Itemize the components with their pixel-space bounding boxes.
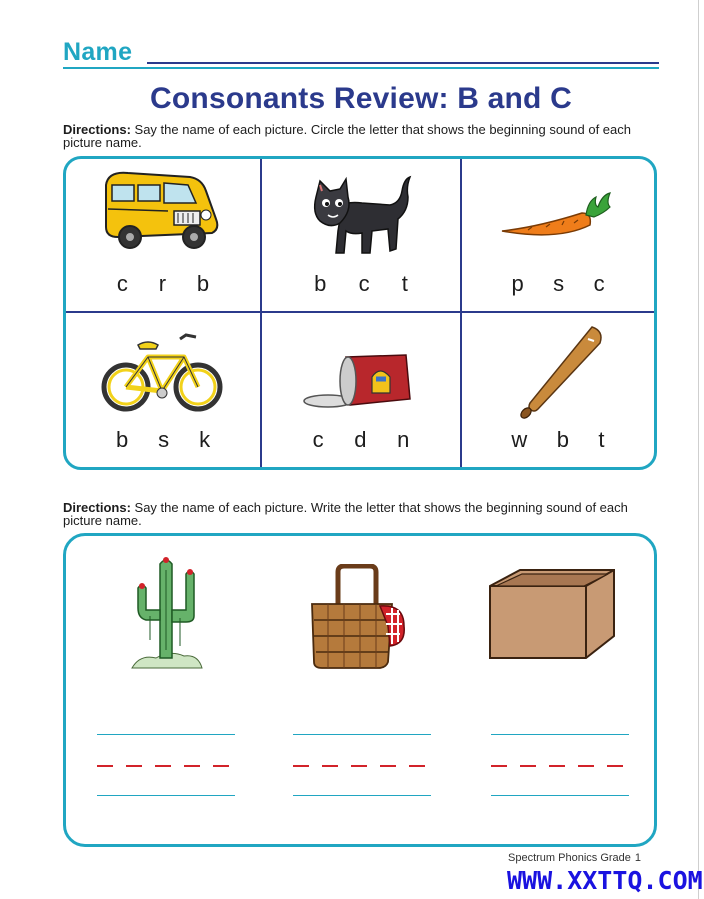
name-label: Name <box>63 38 133 66</box>
box-icon <box>486 566 618 666</box>
letter-option[interactable]: b <box>196 271 210 296</box>
letter-choices <box>262 427 460 453</box>
directions-2-text: Say the name of each picture. Write the letter that shows the beginning sound of each picture name. <box>63 500 628 528</box>
letter-option[interactable]: r <box>158 271 167 296</box>
letter-option[interactable]: n <box>397 427 410 452</box>
basket-icon <box>308 564 408 674</box>
directions-1-label: Directions: <box>63 122 131 137</box>
letter-option[interactable]: b <box>556 427 569 452</box>
letter-option[interactable]: s <box>158 427 170 452</box>
letter-option[interactable]: t <box>598 427 605 452</box>
letter-choices <box>66 427 260 453</box>
footer <box>508 852 641 864</box>
letter-option[interactable]: t <box>401 271 408 296</box>
directions-2 <box>63 501 663 527</box>
directions-1-text: Say the name of each picture. Circle the letter that shows the beginning sound of each picture name. <box>63 122 632 150</box>
baseball-bat-icon <box>508 321 608 425</box>
letter-option[interactable]: p <box>511 271 524 296</box>
letter-option[interactable]: k <box>199 427 211 452</box>
circle-letter-panel <box>63 156 657 470</box>
letter-option[interactable]: d <box>354 427 367 452</box>
letter-choices <box>262 271 460 297</box>
name-row <box>63 38 659 68</box>
picture-cell-carrot <box>462 159 654 313</box>
write-letter-panel <box>63 533 657 847</box>
letter-option[interactable]: s <box>553 271 565 296</box>
letter-option[interactable]: c <box>593 271 605 296</box>
letter-option[interactable]: c <box>358 271 370 296</box>
can-icon <box>302 341 420 421</box>
directions-1 <box>63 123 663 149</box>
letter-option[interactable]: c <box>312 427 324 452</box>
picture-cell-cat <box>262 159 462 313</box>
letter-choices <box>66 271 260 297</box>
letter-option[interactable]: b <box>115 427 129 452</box>
footer-text: Spectrum Phonics Grade <box>508 852 631 864</box>
carrot-icon <box>498 183 618 263</box>
page-title: Consonants Review: B and C <box>150 82 572 115</box>
footer-page: 1 <box>634 852 642 864</box>
letter-option[interactable]: w <box>511 427 528 452</box>
letter-option[interactable]: b <box>314 271 327 296</box>
picture-cell-bat <box>462 313 654 467</box>
picture-cell-bus <box>66 159 262 313</box>
school-bus-icon <box>98 167 228 253</box>
page-edge <box>698 0 699 899</box>
directions-2-label: Directions: <box>63 500 131 515</box>
letter-choices <box>462 271 654 297</box>
picture-cell-can <box>262 313 462 467</box>
picture-cell-bicycle <box>66 313 262 467</box>
watermark-text: WWW.XXTTQ.COM <box>507 866 703 895</box>
letter-choices <box>462 427 654 453</box>
name-write-line[interactable] <box>147 62 659 64</box>
letter-option[interactable]: c <box>116 271 128 296</box>
cactus-icon <box>122 550 208 674</box>
header-rule <box>63 67 659 69</box>
bicycle-icon <box>100 327 226 421</box>
cat-icon <box>306 173 416 265</box>
